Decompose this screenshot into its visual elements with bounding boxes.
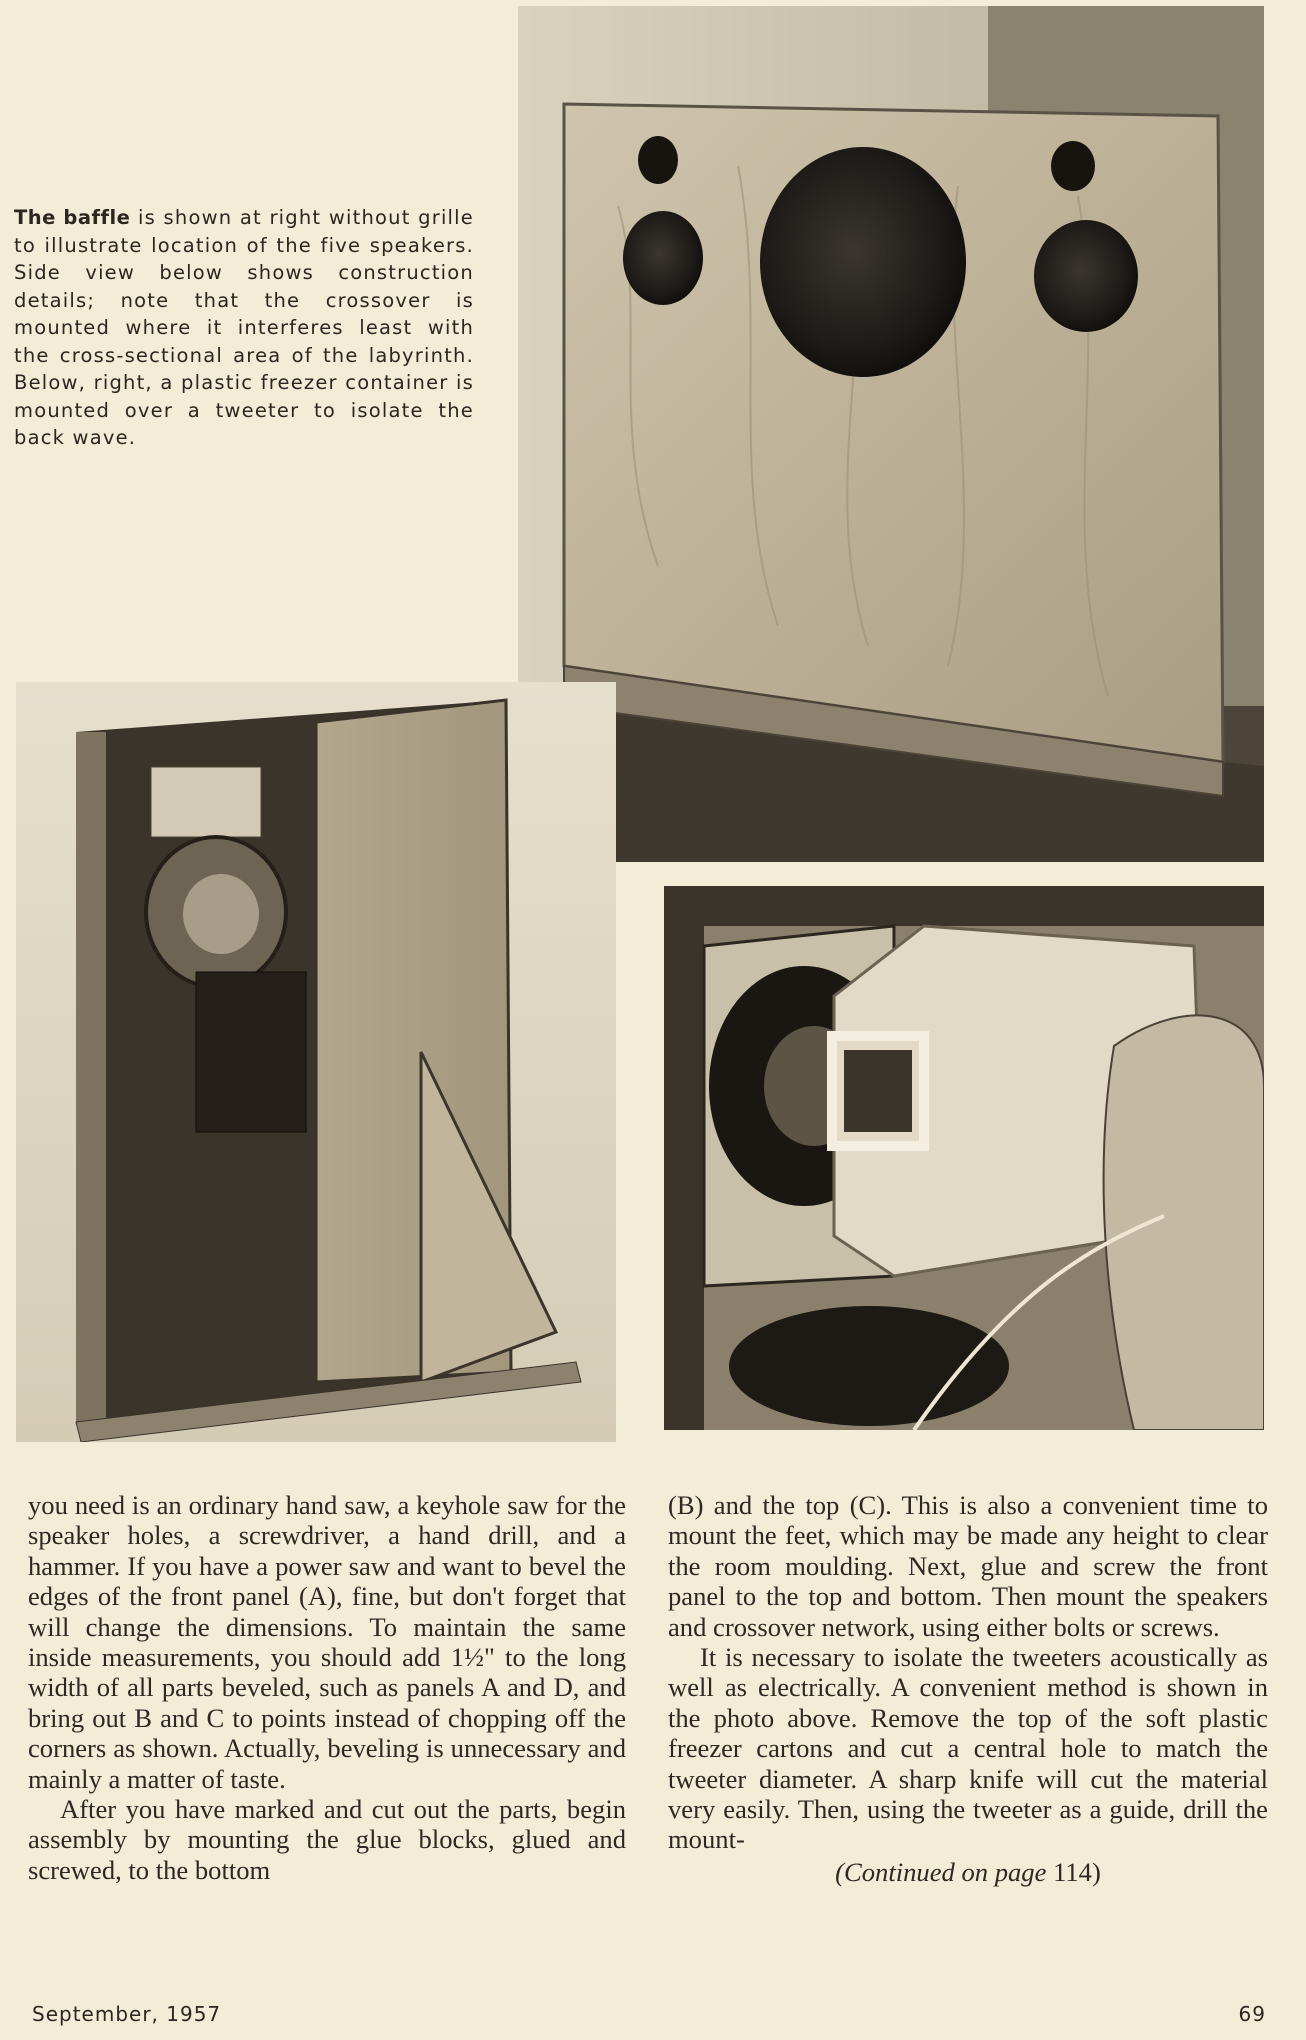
article-column-right [668,1490,1268,1887]
article-paragraph: you need is an ordinary hand saw, a keyhole saw for the speaker holes, a screwdriver, a hand drill, and a hammer. If you have a power saw and want to bevel the edges of the front panel (A), fine, but don't forget that will change the dimensions. To maintain the same inside measurements, you should add 1½" to the long width of all parts beveled, such as panels A and D, and bring out B and C to points instead of chopping off the corners as shown. Actually, beveling is unnecessary and mainly a matter of taste. [28,1490,626,1794]
article-paragraph: (B) and the top (C). This is also a convenient time to mount the feet, which may be made any height to clear the room moulding. Next, glue and screw the front panel to the top and bottom. Then mount the speakers and crossover network, using either bolts or screws. [668,1490,1268,1642]
article-paragraph: After you have marked and cut out the parts, begin assembly by mounting the glue blocks, glued and screwed, to the bottom [28,1794,626,1885]
photo-caption [14,204,474,452]
tweeter-container-photo [664,886,1264,1430]
baffle-front-photo [518,6,1264,862]
side-view-photo [16,682,616,1442]
article-paragraph: It is necessary to isolate the tweeters acoustically as well as electrically. A convenient method is shown in the photo above. Remove the top of the soft plastic freezer cartons and cut a central hole to match the tweeter diameter. A sharp knife will cut the material very easily. Then, using the tweeter as a guide, drill the mount- [668,1642,1268,1855]
page-number: 69 [1238,2002,1266,2026]
caption-lead: The baffle [14,206,131,229]
footer-date: September, 1957 [32,2002,222,2026]
continued-label: (Continued on page [835,1856,1047,1887]
caption-text: is shown at right without grille to illustrate location of the five speakers. Side view below shows construction details; note that the crossover is mounted where it interferes least with the cross-sectional area of the labyrinth. Below, right, a plastic freezer container is mounted over a tweeter to isolate the back wave. [14,206,474,449]
article-column-left [28,1490,626,1885]
continued-page: 114) [1053,1856,1101,1887]
continued-note [668,1857,1268,1887]
